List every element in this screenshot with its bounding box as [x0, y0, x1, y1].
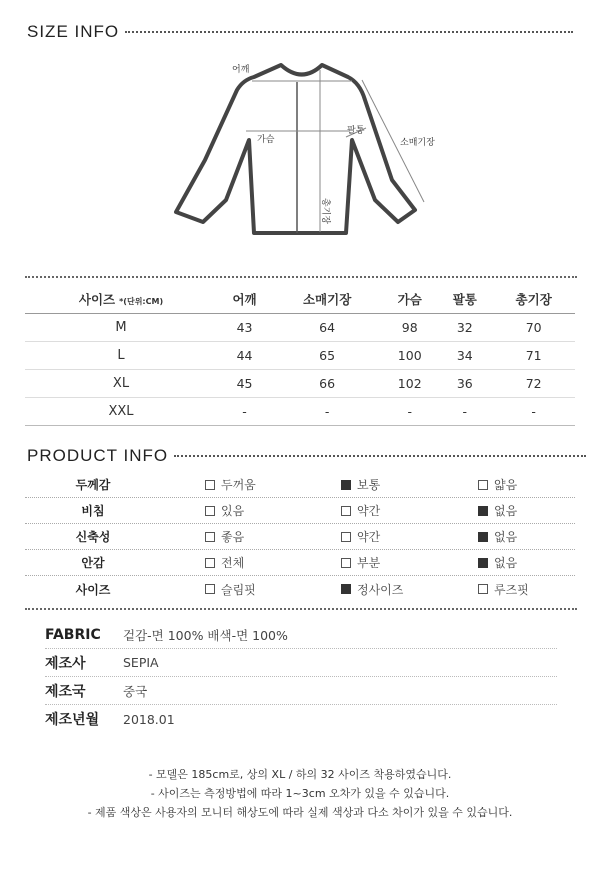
option: 좋음	[205, 528, 244, 545]
cell-chest: 100	[382, 341, 437, 369]
label-arm-width: 팔통	[347, 126, 365, 136]
country-row	[45, 677, 557, 705]
size-info-title: SIZE INFO	[27, 22, 120, 41]
cell-total-length: 72	[492, 369, 575, 397]
fabric-value: 겉감-면 100% 배색-면 100%	[123, 627, 288, 643]
product-row-label: 안감	[81, 556, 105, 570]
checkbox	[478, 558, 488, 568]
section-divider	[25, 608, 577, 610]
checkbox	[341, 506, 351, 516]
product-info-table	[25, 472, 575, 602]
checkbox	[205, 506, 215, 516]
header-dotted-line	[174, 455, 586, 457]
size-name: M	[25, 313, 217, 341]
checkbox	[478, 532, 488, 542]
product-row-label: 사이즈	[75, 582, 111, 597]
product-info-header	[27, 446, 586, 466]
cell-total-length: 70	[492, 313, 575, 341]
cell-chest: 102	[382, 369, 437, 397]
label-shoulder: 어깨	[232, 65, 250, 75]
product-info-title: PRODUCT INFO	[27, 446, 169, 465]
checkbox	[341, 584, 351, 594]
product-row-lining	[25, 550, 575, 576]
option: 없음	[478, 502, 517, 519]
option: 보통	[341, 476, 380, 493]
checkbox	[341, 532, 351, 542]
cell-shoulder: -	[217, 397, 272, 425]
cell-sleeve-length: 64	[272, 313, 382, 341]
header-arm-width: 팔통	[437, 285, 492, 313]
table-row	[25, 341, 575, 369]
header-size: 사이즈 *(단위:CM)	[25, 285, 217, 313]
label-sleeve-length: 소매기장	[400, 138, 435, 148]
unit-label: *(단위:CM)	[119, 296, 164, 306]
product-row-transparency	[25, 498, 575, 524]
checkbox	[478, 480, 488, 490]
product-row-label: 비침	[81, 504, 105, 518]
manufacture-date-row	[45, 705, 557, 733]
cell-arm-width: 32	[437, 313, 492, 341]
cell-arm-width: 36	[437, 369, 492, 397]
manufacture-date-label: 제조년월	[45, 712, 100, 728]
checkbox	[205, 532, 215, 542]
option: 없음	[478, 528, 517, 545]
header-shoulder: 어깨	[217, 285, 272, 313]
cell-total-length: 71	[492, 341, 575, 369]
cell-arm-width: -	[437, 397, 492, 425]
table-row	[25, 369, 575, 397]
country-label: 제조국	[45, 683, 86, 700]
cell-arm-width: 34	[437, 341, 492, 369]
option: 약간	[341, 528, 380, 545]
option: 전체	[205, 554, 244, 571]
table-row	[25, 313, 575, 341]
jacket-measurement-diagram	[0, 0, 600, 270]
jacket-outline	[176, 65, 415, 233]
cell-total-length: -	[492, 397, 575, 425]
table-row	[25, 397, 575, 425]
checkbox	[205, 584, 215, 594]
option: 루즈핏	[478, 581, 529, 598]
size-name: XXL	[25, 397, 217, 425]
manufacture-date-value: 2018.01	[123, 711, 175, 727]
manufacturer-value: SEPIA	[123, 655, 159, 670]
checkbox	[341, 480, 351, 490]
cell-shoulder: 45	[217, 369, 272, 397]
checkbox	[205, 558, 215, 568]
product-row-fit	[25, 576, 575, 602]
size-name: L	[25, 341, 217, 369]
cell-sleeve-length: 66	[272, 369, 382, 397]
note-line: - 사이즈는 측정방법에 따라 1~3cm 오차가 있을 수 있습니다.	[150, 787, 450, 800]
country-value: 중국	[123, 683, 148, 699]
label-total-length: 총기장	[320, 198, 330, 225]
header-chest: 가슴	[382, 285, 437, 313]
cell-sleeve-length: 65	[272, 341, 382, 369]
fabric-label: FABRIC	[45, 626, 101, 643]
checkbox	[478, 506, 488, 516]
cell-chest: 98	[382, 313, 437, 341]
product-row-thickness	[25, 472, 575, 498]
cell-shoulder: 44	[217, 341, 272, 369]
header-sleeve-length: 소매기장	[272, 285, 382, 313]
label-chest: 가슴	[257, 135, 275, 145]
fabric-row	[45, 621, 557, 649]
option: 없음	[478, 554, 517, 571]
manufacturer-row	[45, 649, 557, 677]
option: 부분	[341, 554, 380, 571]
manufacturer-label: 제조사	[45, 655, 86, 672]
option: 약간	[341, 502, 380, 519]
size-table-header-row	[25, 285, 575, 313]
checkbox	[478, 584, 488, 594]
size-table	[25, 285, 575, 426]
checkbox	[205, 480, 215, 490]
checkbox	[341, 558, 351, 568]
fabric-info-table	[45, 621, 557, 733]
note-line: - 제품 색상은 사용자의 모니터 해상도에 따라 실제 색상과 다소 차이가 있을 수 있습니다.	[87, 806, 513, 819]
cell-sleeve-length: -	[272, 397, 382, 425]
cell-chest: -	[382, 397, 437, 425]
option: 얇음	[478, 476, 517, 493]
header-total-length: 총기장	[492, 285, 575, 313]
product-row-label: 신축성	[75, 530, 111, 544]
product-row-label: 두께감	[75, 478, 111, 492]
product-row-stretch	[25, 524, 575, 550]
option: 두꺼움	[205, 476, 256, 493]
option: 슬림핏	[205, 581, 256, 598]
notes	[0, 765, 600, 822]
option: 있음	[205, 502, 244, 519]
section-divider	[25, 276, 577, 278]
note-line: - 모델은 185cm로, 상의 XL / 하의 32 사이즈 착용하였습니다.	[148, 768, 452, 781]
cell-shoulder: 43	[217, 313, 272, 341]
size-name: XL	[25, 369, 217, 397]
option: 정사이즈	[341, 581, 403, 598]
